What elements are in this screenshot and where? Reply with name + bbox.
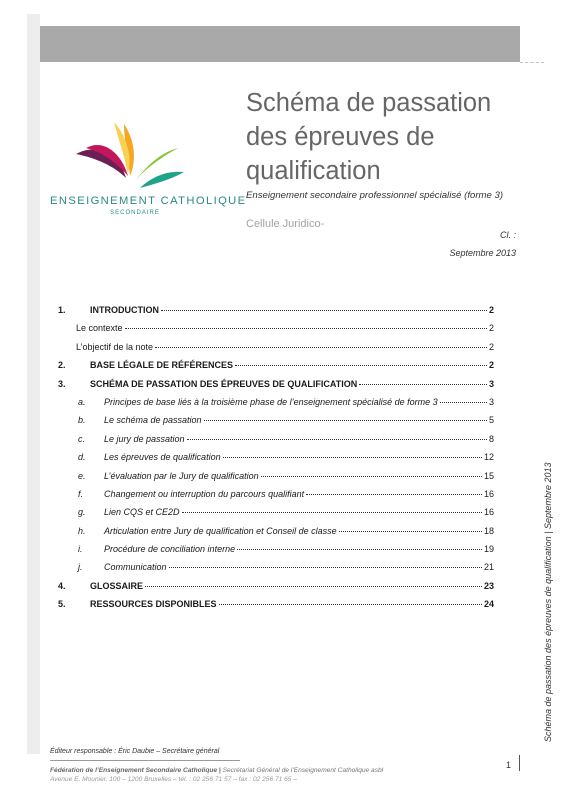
toc-entry-page: 15 <box>483 470 494 481</box>
toc-entry-number: j. <box>78 562 83 573</box>
toc-entry-page: 21 <box>483 562 494 573</box>
toc-entry-page: 24 <box>483 599 494 610</box>
toc-entry-label: Lien CQS et CE2D <box>104 507 180 518</box>
toc-dot-leader <box>145 586 482 587</box>
toc-entry-page: 5 <box>488 415 494 426</box>
toc-entry-label: L’objectif de la note <box>76 341 154 352</box>
toc-entry[interactable] <box>58 379 494 397</box>
toc-dot-leader <box>204 420 487 421</box>
footer-divider <box>50 760 240 761</box>
toc-entry-label: Principes de base liés à la troisième phase de l’enseignement spécialisé de forme 3 <box>104 396 438 407</box>
footer-editor: Éditeur responsable : Éric Daubie – Secrétaire général <box>50 748 220 755</box>
toc-dot-leader <box>161 310 487 311</box>
toc-entry-number: f. <box>78 488 84 499</box>
toc-entry-label: Communication <box>104 562 167 573</box>
toc-entry[interactable] <box>58 397 494 415</box>
toc-entry-number: c. <box>78 433 86 444</box>
toc-entry-page: 2 <box>488 305 494 315</box>
toc-entry-number: 1. <box>58 305 66 315</box>
toc-entry[interactable] <box>58 434 494 452</box>
toc-entry[interactable] <box>58 415 494 433</box>
toc-dot-leader <box>237 549 482 550</box>
toc-dot-leader <box>169 567 482 568</box>
cellule-label: Cellule Juridico- <box>246 218 325 230</box>
table-of-contents <box>58 305 494 618</box>
toc-entry-number: 4. <box>58 580 66 591</box>
toc-dot-leader <box>125 328 487 329</box>
side-running-title-text: Schéma de passation des épreuves de qualification | Septembre 2013 <box>543 462 553 742</box>
toc-entry[interactable] <box>58 562 494 580</box>
page-number-divider <box>519 755 520 771</box>
footer-federation <box>50 767 383 774</box>
footer-federation-name: Fédération de l’Enseignement Secondaire Catholique | <box>50 767 221 774</box>
toc-entry[interactable] <box>58 599 494 617</box>
toc-dot-leader <box>440 402 487 403</box>
footer-secretariat: Secrétariat Général de l’Enseignement Catholique asbl <box>220 767 384 774</box>
toc-entry-label: SCHÉMA DE PASSATION DES ÉPREUVES DE QUALIFICATION <box>90 378 358 389</box>
toc-entry-number: i. <box>78 544 83 555</box>
toc-dot-leader <box>339 531 482 532</box>
toc-entry[interactable] <box>58 342 494 360</box>
toc-entry[interactable] <box>58 323 494 341</box>
toc-entry[interactable] <box>58 471 494 489</box>
toc-entry-page: 16 <box>483 488 494 499</box>
toc-dot-leader <box>359 384 487 385</box>
toc-entry-number: e. <box>78 470 86 481</box>
toc-entry-number: h. <box>78 525 86 536</box>
toc-entry[interactable] <box>58 452 494 470</box>
toc-entry[interactable] <box>58 544 494 562</box>
toc-entry-label: Articulation entre Jury de qualification et Conseil de classe <box>104 525 337 536</box>
toc-entry-page: 2 <box>488 341 494 352</box>
toc-entry-page: 18 <box>483 525 494 536</box>
toc-entry-label: Les épreuves de qualification <box>104 452 221 463</box>
toc-entry-label: GLOSSAIRE <box>90 580 144 591</box>
toc-entry-page: 3 <box>488 378 494 389</box>
header-corner-line <box>520 62 544 64</box>
page-number: 1 <box>506 760 512 770</box>
toc-entry[interactable] <box>58 507 494 525</box>
toc-dot-leader <box>223 457 482 458</box>
toc-entry-page: 3 <box>488 396 494 407</box>
toc-entry-label: Le contexte <box>76 323 123 334</box>
toc-entry-label: BASE LÉGALE DE RÉFÉRENCES <box>90 360 234 371</box>
logo-teal-petal <box>140 172 184 188</box>
toc-entry-page: 12 <box>483 452 494 463</box>
toc-entry-number: 5. <box>58 599 66 610</box>
toc-entry-label: Le jury de passation <box>104 433 185 444</box>
left-border-strip <box>27 14 40 754</box>
toc-entry-page: 19 <box>483 544 494 555</box>
header-bar <box>40 26 520 62</box>
document-subtitle: Enseignement secondaire professionnel spécialisé (forme 3) <box>246 190 504 201</box>
toc-dot-leader <box>306 494 482 495</box>
classification-label: Cl. : <box>499 230 516 240</box>
toc-entry-page: 16 <box>483 507 494 518</box>
toc-dot-leader <box>261 476 482 477</box>
toc-dot-leader <box>182 512 482 513</box>
toc-dot-leader <box>235 365 487 366</box>
brand-sub: SECONDAIRE <box>110 210 160 216</box>
side-running-title <box>538 452 556 742</box>
toc-entry-page: 2 <box>488 323 494 334</box>
toc-entry[interactable] <box>58 526 494 544</box>
footer-address: Avenue E. Mounier, 100 – 1200 Bruxelles – tél. : 02 256 71 57 – fax : 02 256 71 65 – <box>50 776 297 783</box>
toc-dot-leader <box>219 604 482 605</box>
toc-entry-label: L’évaluation par le Jury de qualification <box>104 470 259 481</box>
toc-entry[interactable] <box>58 581 494 599</box>
toc-entry-label: INTRODUCTION <box>90 305 159 315</box>
toc-entry-page: 23 <box>483 580 494 591</box>
toc-entry[interactable] <box>58 360 494 378</box>
document-title: Schéma de passation des épreuves de qualification <box>246 89 492 185</box>
toc-entry-number: d. <box>78 452 86 463</box>
toc-entry[interactable] <box>58 305 494 323</box>
toc-entry-number: 2. <box>58 360 66 371</box>
toc-entry-page: 8 <box>488 433 494 444</box>
toc-entry-label: Le schéma de passation <box>104 415 202 426</box>
toc-dot-leader <box>187 439 487 440</box>
toc-entry-number: g. <box>78 507 86 518</box>
toc-dot-leader <box>155 347 487 348</box>
toc-entry-label: Changement ou interruption du parcours qualifiant <box>104 488 305 499</box>
toc-entry-number: 3. <box>58 378 66 389</box>
toc-entry-number: b. <box>78 415 86 426</box>
toc-entry-label: RESSOURCES DISPONIBLES <box>90 599 217 610</box>
toc-entry-page: 2 <box>488 360 494 371</box>
toc-entry-number: a. <box>78 396 86 407</box>
toc-entry-label: Procédure de conciliation interne <box>104 544 236 555</box>
toc-entry[interactable] <box>58 489 494 507</box>
brand-name: ENSEIGNEMENT CATHOLIQUE <box>50 195 247 207</box>
document-date: Septembre 2013 <box>449 248 516 258</box>
